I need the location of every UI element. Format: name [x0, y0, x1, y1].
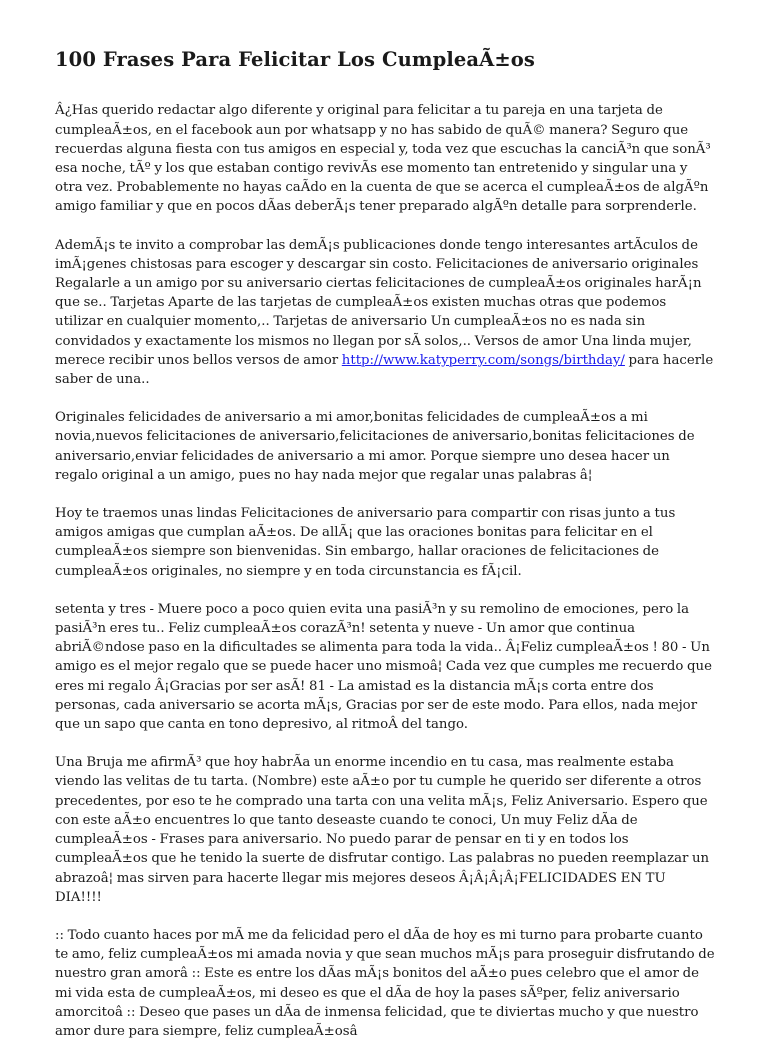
document-title: 100 Frases Para Felicitar Los CumpleaÃ±os [55, 48, 535, 71]
paragraph-7: :: Todo cuanto haces por mÃ me da felicidad pero el dÃa de hoy es mi turno para probarte cuanto te amo, feliz cumpleaÃ±os mi amada novia y que sean muchos mÃ¡s para proseguir disfrutando de nuestro gran amorâ :: Este es entre los dÃas mÃ¡s bonitos del aÃ±o pues celebro que el amor de mi vida esta de cumpleaÃ±os, mi deseo es que el dÃa de hoy la pases sÃºper, feliz aniversario amorcitoâ :: Deseo que pases un dÃa de inmensa felicidad, que te diviertas mucho y que nuestro amor dure para siempre, feliz cumpleaÃ±osâ [55, 927, 715, 1039]
paragraph-2-text-after: para hacerle saber de una.. [55, 352, 714, 388]
paragraph-6: Una Bruja me afirmÃ³ que hoy habrÃa un enorme incendio en tu casa, mas realmente estaba viendo las velitas de tu tarta. (Nombre) este aÃ±o por tu cumple he querido ser diferente a otros precedentes, por eso te he comprado una tarta con una velita mÃ¡s, Feliz Aniversario. Espero que con este aÃ±o encuentres lo que tanto deseaste cuando te conoci, Un muy Feliz dÃa de cumpleaÃ±os - Frases para aniversario. No puedo parar de pensar en ti y en todos los cumpleaÃ±os que he tenido la suerte de disfrutar contigo. Las palabras no pueden reemplazar un abrazoâ¦ mas sirven para hacerte llegar mis mejores deseos Â¡Â¡Â¡Â¡FELICIDADES EN TU DIA!!!! [55, 755, 710, 905]
paragraph-1: Â¿Has querido redactar algo diferente y original para felicitar a tu pareja en una tarjeta de cumpleaÃ±os, en el facebook aun por whatsapp y no has sabido de quÃ© manera? Seguro que recuerdas alguna fiesta con tus amigos en especial y, toda vez que escuchas la canciÃ³n que sonÃ³ esa noche, tÃº y los que estaban contigo revivÃs ese momento tan entretenido y singular una y otra vez. Probablemente no hayas caÃdo en la cuenta de que se acerca el cumpleaÃ±os de algÃºn amigo familiar y que en pocos dÃas deberÃ¡s tener preparado algÃºn detalle para sorprenderle. [55, 103, 711, 215]
paragraph-2 [55, 236, 715, 390]
paragraph-4: Hoy te traemos unas lindas Felicitaciones de aniversario para compartir con risas junto a tus amigos amigas que cumplan aÃ±os. De allÃ¡ que las oraciones bonitas para felicitar en el cumpleaÃ±os siempre son bienvenidas. Sin embargo, hallar oraciones de felicitaciones de cumpleaÃ±os originales, no siempre y en toda circunstancia es fÃ¡cil. [55, 506, 676, 579]
paragraph-3: Originales felicidades de aniversario a mi amor,bonitas felicidades de cumpleaÃ±os a mi novia,nuevos felicitaciones de aniversario,felicitaciones de aniversario,bonitas felicitaciones de aniversario,enviar felicidades de aniversario a mi amor. Porque siempre uno desea hacer un regalo original a un amigo, pues no hay nada mejor que regalar unas palabras â¦ [55, 410, 695, 483]
paragraph-5: setenta y tres - Muere poco a poco quien evita una pasiÃ³n y su remolino de emociones, pero la pasiÃ³n eres tu.. Feliz cumpleaÃ±os corazÃ³n! setenta y nueve - Un amor que continua abriÃ©ndose paso en la dificultades se alimenta para toda la vida.. Â¡Feliz cumpleaÃ±os ! 80 - Un amigo es el mejor regalo que se puede hacer uno mismoâ¦ Cada vez que cumples me recuerdo que eres mi regalo Â¡Gracias por ser asÃ! 81 - La amistad es la distancia mÃ¡s corta entre dos personas, cada aniversario se acorta mÃ¡s, Gracias por ser de este modo. Para ellos, nada mejor que un sapo que canta en tono depresivo, al ritmoÂ del tango. [55, 601, 712, 733]
paragraph-2-text-before: AdemÃ¡s te invito a comprobar las demÃ¡s publicaciones donde tengo interesantes artÃculos de imÃ¡genes chistosas para escoger y descargar sin costo. Felicitaciones de aniversario originales Regalarle a un amigo por su aniversario ciertas felicitaciones de cumpleaÃ±os originales harÃ¡n que se.. Tarjetas Aparte de las tarjetas de cumpleaÃ±os existen muchas otras que podemos utilizar en cualquier momento,.. Tarjetas de aniversario Un cumpleaÃ±os no es nada sin convidados y exactamente los mismos no llegan por sÃ solos,.. Versos de amor Una linda mujer, merece recibir unos bellos versos de amor [55, 237, 702, 368]
birthday-song-link[interactable]: http://www.katyperry.com/songs/birthday/ [341, 352, 625, 368]
document-page [55, 48, 715, 1060]
